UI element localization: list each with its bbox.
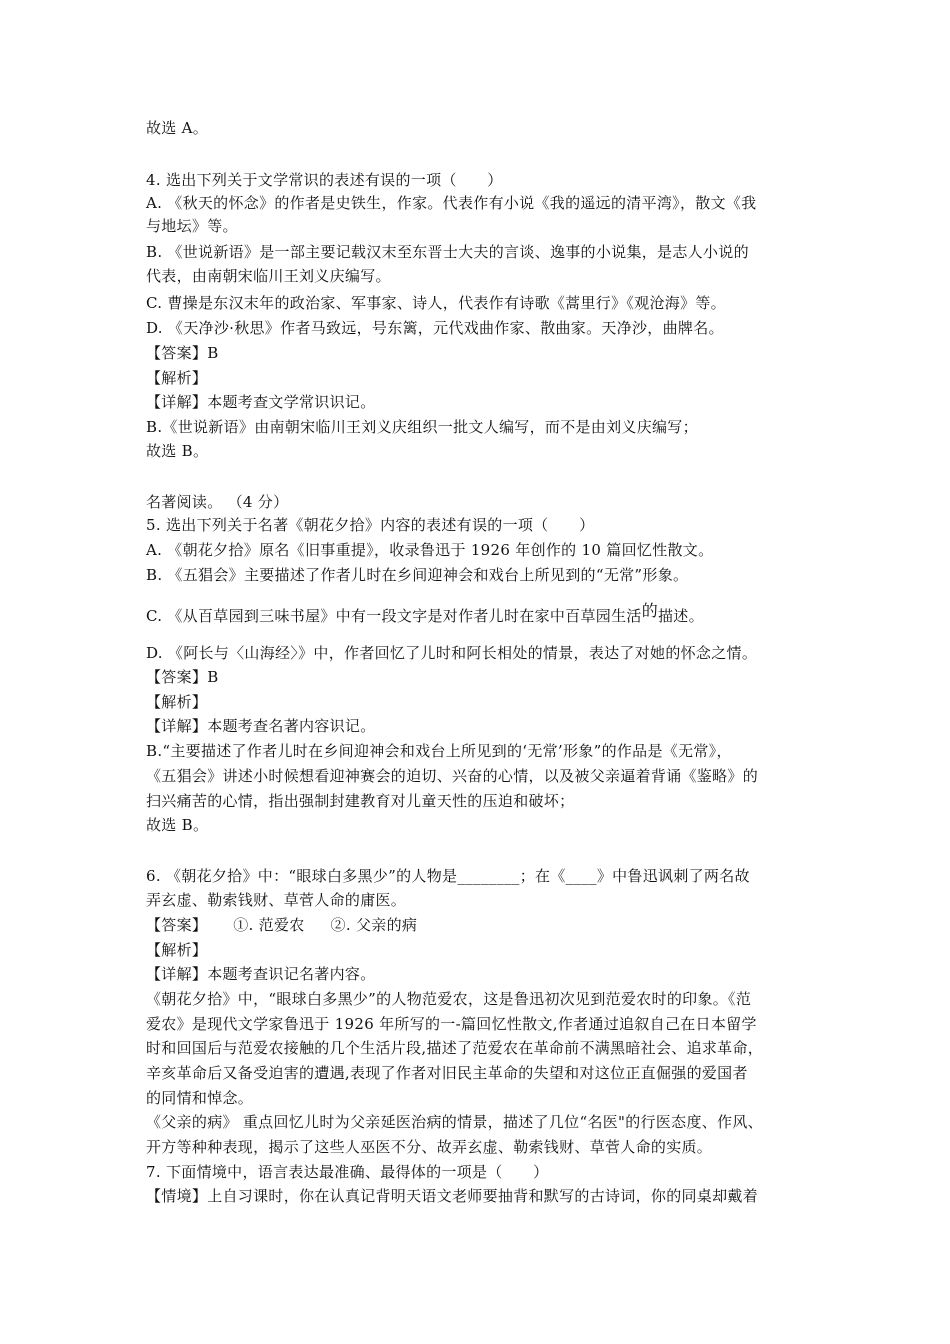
text-line: 《朝花夕拾》中，“眼球白多黑少”的人物范爱农，这是鲁迅初次见到范爱农时的印象。《范: [146, 990, 752, 1008]
text-line: 故选 B。: [146, 442, 209, 460]
question-5-option-b: B. 《五猖会》主要描述了作者儿时在乡间迎神会和戏台上所见到的“无常”形象。: [146, 566, 689, 584]
text-line: 《五猖会》讲述小时候想看迎神赛会的迫切、兴奋的心情，以及被父亲逼着背诵《鉴略》的: [146, 767, 759, 785]
answer-1: ①. 范爱农: [233, 916, 305, 934]
question-4-stem: 4. 选出下列关于文学常识的表述有误的一项（ ）: [146, 171, 503, 189]
analysis-label: 【解析】: [146, 941, 208, 959]
section-heading: 名著阅读。 （4 分）: [146, 493, 289, 511]
detail-label: 【详解】本题考查文学常识识记。: [146, 393, 376, 411]
answer-2: ②. 父亲的病: [330, 916, 418, 934]
answer-label: 【答案】B: [146, 668, 219, 686]
detail-label: 【详解】本题考查识记名著内容。: [146, 965, 376, 983]
text-line: 辛亥革命后又备受迫害的遭遇,表现了作者对旧民主革命的失望和对这位正直倔强的爱国者: [146, 1064, 748, 1082]
text-line: 扫兴痛苦的心情，指出强制封建教育对儿童天性的压迫和破坏；: [146, 792, 575, 810]
detail-label: 【详解】本题考查名著内容识记。: [146, 717, 376, 735]
text-line: 《父亲的病》 重点回忆儿时为父亲延医治病的情景，描述了几位“名医"的行医态度、作风、: [146, 1113, 763, 1131]
answer-label: 【答案】: [146, 916, 208, 934]
question-4-option-a: A. 《秋天的怀念》的作者是史铁生，作家。代表作有小说《我的遥远的清平湾》，散文《我: [146, 194, 757, 212]
text-line: 代表，由南朝宋临川王刘义庆编写。: [146, 267, 391, 285]
question-4-option-b: B. 《世说新语》是一部主要记载汉末至东晋士大夫的言谈、逸事的小说集，是志人小说的: [146, 243, 749, 261]
question-5-option-d: D. 《阿长与〈山海经〉》中，作者回忆了儿时和阿长相处的情景，表达了对她的怀念之情。: [146, 644, 758, 662]
question-7-stem: 7. 下面情境中，语言表达最准确、最得体的一项是（ ）: [146, 1163, 549, 1181]
question-4-option-d: D. 《天净沙·秋思》作者马致远，号东篱，元代戏曲作家、散曲家。天净沙，曲牌名。: [146, 319, 724, 337]
question-5-option-a: A. 《朝花夕拾》原名《旧事重提》，收录鲁迅于 1926 年创作的 10 篇回忆性散文。: [146, 541, 714, 559]
text-line: 爱农》是现代文学家鲁迅于 1926 年所写的一-篇回忆性散文,作者通过追叙自己在日本留学: [146, 1015, 757, 1033]
text-span: 描述。: [658, 607, 704, 625]
text-line: 与地坛》等。: [146, 217, 238, 235]
text-line: 开方等种种表现，揭示了这些人巫医不分、故弄玄虚、勒索钱财、草菅人命的实质。: [146, 1138, 713, 1156]
text-line: 故选 B。: [146, 816, 209, 834]
question-4-option-c: C. 曹操是东汉末年的政治家、军事家、诗人，代表作有诗歌《蒿里行》《观沧海》等。: [146, 294, 726, 312]
question-6-stem: 6. 《朝花夕拾》中：“眼球白多黑少”的人物是________；在《____》中鲁迅讽刺了两名故: [146, 867, 750, 885]
analysis-label: 【解析】: [146, 693, 208, 711]
text-line: 时和回国后与范爱农接触的几个生活片段,描述了范爱农在革命前不满黑暗社会、追求革命，: [146, 1039, 764, 1057]
text-line: 【情境】上自习课时，你在认真记背明天语文老师要抽背和默写的古诗词，你的同桌却戴着: [146, 1187, 759, 1205]
question-5-option-c: [146, 601, 704, 626]
text-line: B.《世说新语》由南朝宋临川王刘义庆组织一批文人编写，而不是由刘义庆编写；: [146, 418, 698, 436]
answer-label: 【答案】B: [146, 344, 219, 362]
question-5-stem: 5. 选出下列关于名著《朝花夕拾》内容的表述有误的一项（ ）: [146, 516, 595, 534]
text-line: 弄玄虚、勒索钱财、草菅人命的庸医。: [146, 891, 407, 909]
text-line: 的同情和悼念。: [146, 1089, 254, 1107]
text-line: 故选 A。: [146, 119, 209, 137]
analysis-label: 【解析】: [146, 369, 208, 387]
text-line: B.“主要描述了作者儿时在乡间迎神会和戏台上所见到的‘无常’形象”的作品是《无常》，: [146, 742, 732, 760]
raised-character: 的: [641, 601, 658, 620]
text-span: C. 《从百草园到三味书屋》中有一段文字是对作者儿时在家中百草园生活: [146, 607, 642, 625]
answer-row: [146, 915, 417, 935]
